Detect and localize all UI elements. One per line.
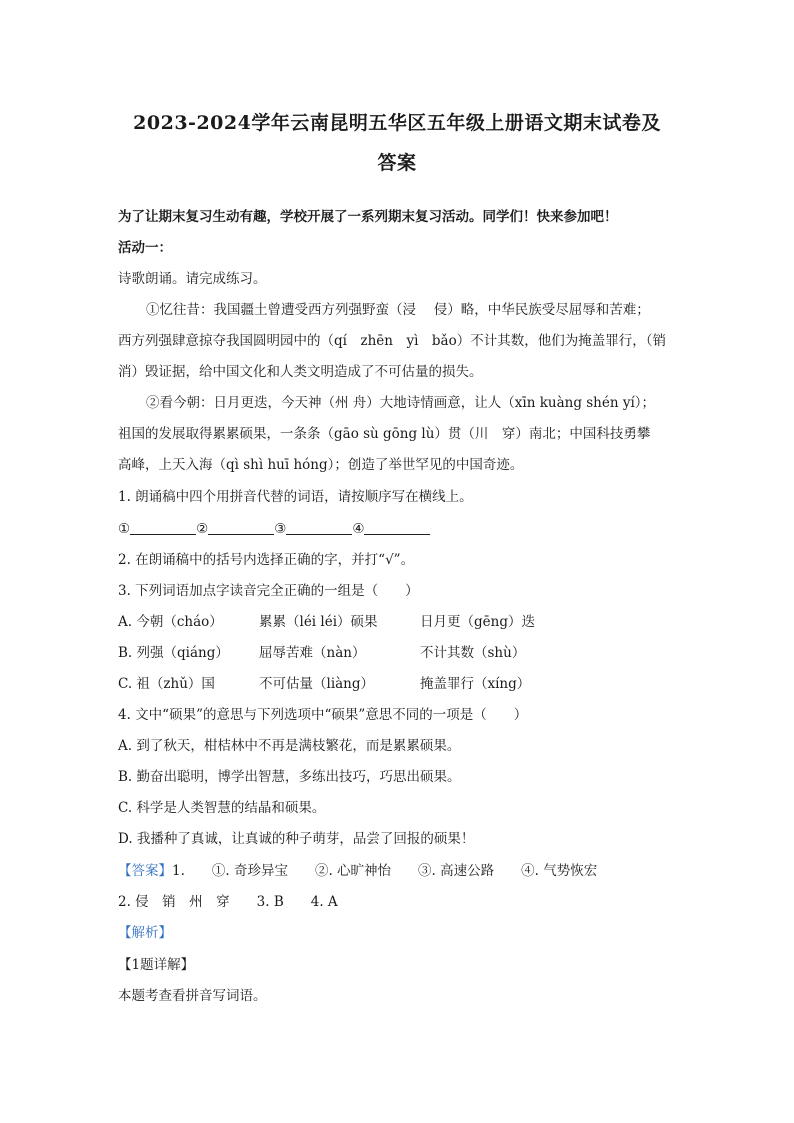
analysis-label: 【解析】 bbox=[118, 925, 172, 941]
q3-option-a-col3: 日月更（gēng）迭 bbox=[420, 614, 535, 630]
q4-option-c: C. 科学是人类智慧的结晶和硕果。 bbox=[118, 800, 326, 816]
q3-option-a-col1: A. 今朝（cháo） bbox=[118, 614, 223, 630]
doc-title-line2: 答案 bbox=[377, 152, 417, 174]
q3-option-b-col1: B. 列强（qiáng） bbox=[118, 645, 229, 661]
q3-option-c-col2: 不可估量（liàng） bbox=[259, 676, 375, 692]
blank-marker-1: ① bbox=[118, 521, 131, 537]
activity-heading: 活动一： bbox=[118, 240, 172, 256]
activity-instruction: 诗歌朗诵。请完成练习。 bbox=[118, 271, 267, 287]
blank-marker-3: ③ bbox=[274, 521, 287, 537]
question-3: 3. 下列词语加点字读音完全正确的一组是（ ） bbox=[118, 583, 419, 599]
question-2: 2. 在朗诵稿中的括号内选择正确的字，并打“√”。 bbox=[118, 552, 415, 568]
answer-blank-3[interactable] bbox=[286, 521, 352, 535]
answer-text-1: 1. ①. 奇珍异宝 ②. 心旷神怡 ③. 高速公路 ④. 气势恢宏 bbox=[172, 863, 598, 879]
q3-option-c-col1: C. 祖（zhǔ）国 bbox=[118, 676, 215, 692]
passage1-line1: ①忆往昔：我国疆土曾遭受西方列强野蛮（浸 侵）略，中华民族受尽屈辱和苦难； bbox=[146, 302, 650, 318]
q4-option-a: A. 到了秋天，柑桔林中不再是满枝繁花，而是累累硕果。 bbox=[118, 738, 461, 754]
q3-option-b-col3: 不计其数（shù） bbox=[420, 645, 526, 661]
blank-marker-2: ② bbox=[196, 521, 209, 537]
answer-blank-1[interactable] bbox=[130, 521, 196, 535]
q3-option-b-col2: 屈辱苦难（nàn） bbox=[259, 645, 366, 661]
q3-option-c-col3: 掩盖罪行（xíng） bbox=[420, 676, 531, 692]
passage1-line2: 西方列强肆意掠夺我国圆明园中的（qí zhēn yì bǎo）不计其数，他们为掩盖罪行，（销 bbox=[118, 333, 666, 349]
intro-text: 为了让期末复习生动有趣，学校开展了一系列期末复习活动。同学们！快来参加吧！ bbox=[118, 209, 618, 225]
passage1-line3: 消）毁证据，给中国文化和人类文明造成了不可估量的损失。 bbox=[118, 364, 483, 380]
doc-title-line1: 2023-2024学年云南昆明五华区五年级上册语文期末试卷及 bbox=[133, 112, 661, 134]
passage2-line2: 祖国的发展取得累累硕果，一条条（gāo sù gōng lù）贯（川 穿）南北；中国科技勇攀 bbox=[118, 426, 651, 442]
analysis-text: 本题考查看拼音写词语。 bbox=[118, 988, 267, 1004]
answer-line-1 bbox=[118, 862, 678, 880]
answer-label: 【答案】 bbox=[118, 863, 172, 879]
question-4: 4. 文中“硕果”的意思与下列选项中“硕果”意思不同的一项是（ ） bbox=[118, 707, 528, 723]
passage2-line3: 高峰，上天入海（qì shì huī hóng）；创造了举世罕见的中国奇迹。 bbox=[118, 457, 524, 473]
analysis-subheading: 【1题详解】 bbox=[118, 957, 195, 973]
question-1: 1. 朗诵稿中四个用拼音代替的词语，请按顺序写在横线上。 bbox=[118, 489, 473, 505]
answer-blank-2[interactable] bbox=[208, 521, 274, 535]
answer-line-2: 2. 侵 销 州 穿 3. B 4. A bbox=[118, 894, 338, 910]
q4-option-b: B. 勤奋出聪明，博学出智慧，多练出技巧，巧思出硕果。 bbox=[118, 769, 461, 785]
q3-option-a-col2: 累累（léi léi）硕果 bbox=[259, 614, 378, 630]
blank-marker-4: ④ bbox=[352, 521, 365, 537]
answer-blanks bbox=[118, 520, 678, 538]
answer-blank-4[interactable] bbox=[364, 521, 430, 535]
passage2-line1: ②看今朝：日月更迭，今天神（州 舟）大地诗情画意，让人（xīn kuàng shén yí）； bbox=[146, 395, 656, 411]
q4-option-d: D. 我播种了真诚，让真诚的种子萌芽，品尝了回报的硕果！ bbox=[118, 831, 475, 847]
